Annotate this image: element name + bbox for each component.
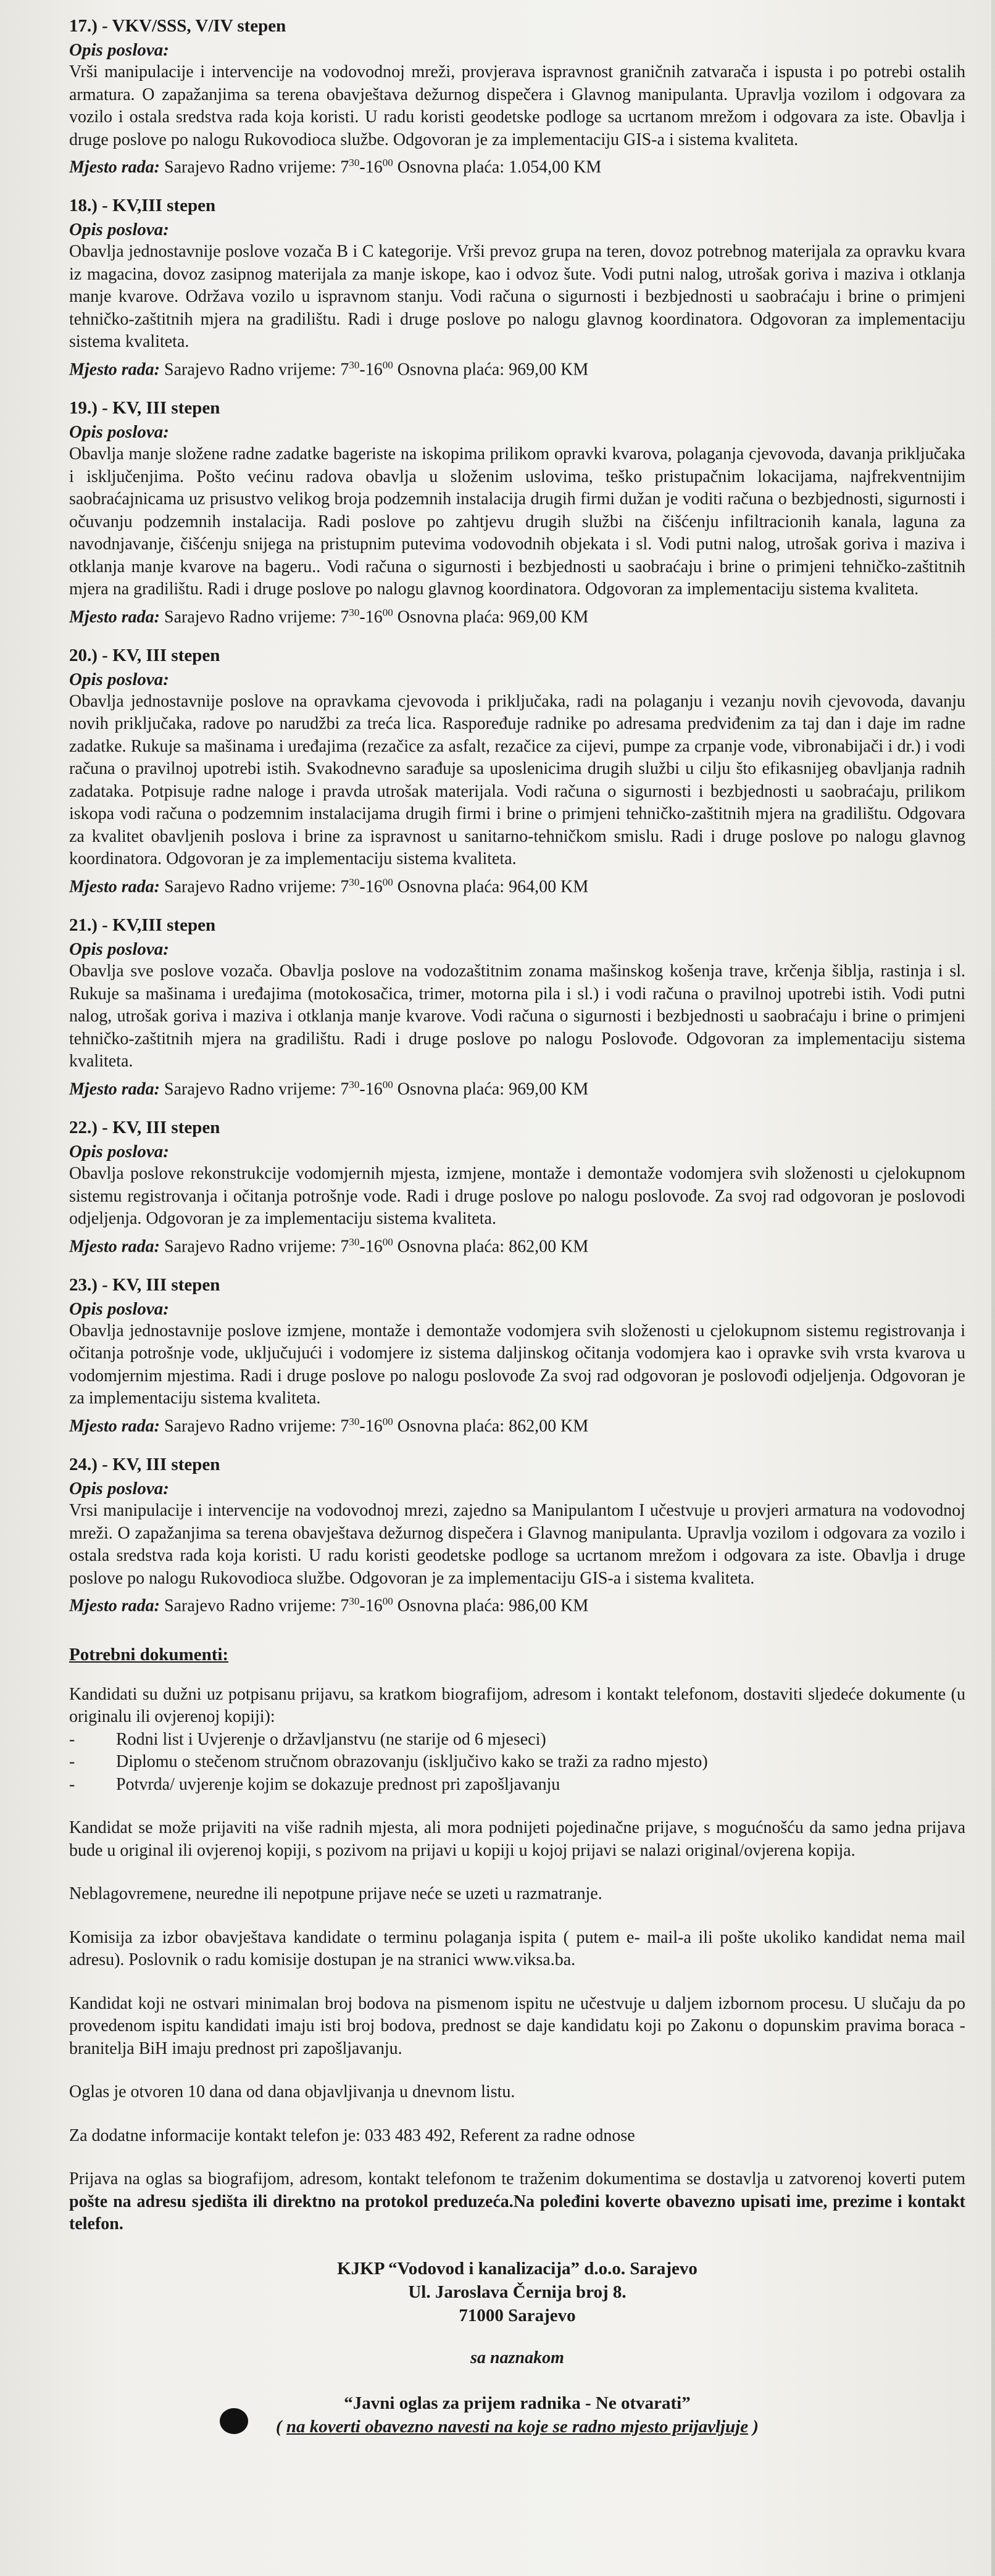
hours-end: -16 <box>359 1596 383 1616</box>
salary-label: Osnovna plaća: <box>397 607 505 626</box>
position-meta <box>69 1231 965 1258</box>
envelope-title: “Javni oglas za prijem radnika - Ne otvarati” <box>344 2393 691 2413</box>
submission-text: Prijava na oglas sa biografijom, adresom, kontakt telefonom te traženim dokumentima se dostavlja u zatvorenoj koverti putem <box>69 2169 965 2189</box>
document-item: - Rodni list i Uvjerenje o državljanstvu (ne starije od 6 mjeseci) <box>69 1729 965 1751</box>
workplace-label: Mjesto rada: <box>69 1079 160 1099</box>
workplace-label: Mjesto rada: <box>69 1416 160 1436</box>
position-meta <box>69 1410 965 1437</box>
hours-start-minutes: 30 <box>349 606 360 618</box>
position-description: Obavlja manje složene radne zadatke bageriste na iskopima prilikom opravki kvarova, polaganja cjevovoda, davanja priključaka i isključenjima. Pošto većinu radova obavlja u složenim uslovima, teško pristupačnim lokacijama, najfrekventnijim saobraćajnicama uz prisustvo velikog broja podzemnih instalacija drugih firmi dužan je voditi računa o bezbjednosti, sigurnosti i očuvanju podzemnih instalacija. Radi poslove po zahtjevu drugih službi na čišćenju infiltracionih kanala, laguna za navodnjavanje, čišćenju snijega na pristupnim putevima vodovodnih objekata i sl. Vodi putni nalog, utrošak goriva i maziva i otklanja manje kvarove na bageru.. Vodi računa o sigurnosti i bezbjednosti u saobraćaju i brine o primjeni tehničko-zaštitnih mjera na gradilištu. Radi i druge poslove po nalogu glavnog koordinatora. Odgovoran za implementaciju sistema kvaliteta. <box>69 444 965 599</box>
hours-end-minutes: 00 <box>382 876 393 888</box>
postal-city: 71000 Sarajevo <box>459 2305 576 2325</box>
position-meta <box>69 1590 965 1617</box>
position-heading: 20.) - KV, III stepen <box>69 645 220 665</box>
job-position <box>69 1116 965 1258</box>
salary-value: 964,00 KM <box>509 877 589 897</box>
position-heading: 22.) - KV, III stepen <box>69 1118 220 1138</box>
description-label: Opis poslova: <box>69 1479 169 1499</box>
salary-value: 986,00 KM <box>509 1596 589 1616</box>
open-duration-note: Oglas je otvoren 10 dana od dana objavljivanja u dnevnom listu. <box>69 2082 515 2102</box>
position-heading: 18.) - KV,III stepen <box>69 196 216 216</box>
multiple-positions-note: Kandidat se može prijaviti na više radnih mjesta, ali mora podnijeti pojedinačne prijave, s mogućnošću da samo jedna prijava bude u original ili ovjerenoj kopiji, s pozivom na prijavi u kopiji u kojoj prijavi se nalazi original/ovjerena kopija. <box>69 1818 965 1860</box>
hours-end: -16 <box>359 1416 383 1436</box>
submission-note <box>69 2168 965 2236</box>
hours-start: 7 <box>340 1079 349 1099</box>
document-item: - Diplomu o stečenom stručnom obrazovanju (isključivo kako se traži za radno mjesto) <box>69 1751 965 1774</box>
workplace-value: Sarajevo <box>164 877 225 897</box>
positions-list <box>69 15 965 1618</box>
salary-label: Osnovna plaća: <box>397 157 505 177</box>
job-position <box>69 15 965 178</box>
job-position <box>69 644 965 898</box>
position-meta <box>69 354 965 381</box>
hours-end-minutes: 00 <box>382 359 393 371</box>
position-description: Obavlja poslove rekonstrukcije vodomjernih mjesta, izmjene, montaže i demontaže vodomjera svih složenosti u cjelokupnom sistemu registrovanja i očitanja potrošnje vode. Radi i druge poslove po nalogu poslovođe. Za svoj rad odgovoran je poslovodi odjeljenja. Odgovoran je za implementaciju sistema kvaliteta. <box>69 1164 965 1229</box>
workplace-value: Sarajevo <box>164 607 225 626</box>
hours-label: Radno vrijeme: <box>228 877 336 897</box>
company-address <box>69 2257 965 2327</box>
position-heading: 24.) - KV, III stepen <box>69 1455 220 1475</box>
hours-end-minutes: 00 <box>382 1595 393 1608</box>
salary-value: 862,00 KM <box>509 1236 589 1256</box>
salary-label: Osnovna plaća: <box>397 1596 505 1616</box>
hours-start: 7 <box>340 1236 349 1256</box>
street-address: Ul. Jaroslava Černija broj 8. <box>408 2282 627 2302</box>
envelope-instruction <box>69 2415 965 2438</box>
hours-start: 7 <box>340 1416 349 1436</box>
position-description: Obavlja sve poslove vozača. Obavlja poslove na vodozaštitnim zonama mašinskog košenja trave, krčenja šiblja, rastinja i sl. Rukuje sa mašinama i uređajima (motokosačica, trimer, motorna pila i sl.) i vodi računa o pravilnoj upotrebi istih. Vodi putni nalog, utrošak goriva i maziva i otklanja manje kvarove. Vodi računa o sigurnosti i bezbjednosti u saobraćaju i brine o primjeni tehničko-zaštitnih mjera na gradilištu. Radi i druge poslove po nalogu Poslovođe. Odgovoran za implementaciju sistema kvaliteta. <box>69 962 965 1071</box>
document-item: - Potvrda/ uvjerenje kojim se dokazuje prednost pri zapošljavanju <box>69 1774 965 1797</box>
position-heading: 17.) - VKV/SSS, V/IV stepen <box>69 16 286 36</box>
salary-value: 862,00 KM <box>509 1416 589 1436</box>
salary-value: 969,00 KM <box>509 607 589 626</box>
job-position <box>69 397 965 628</box>
hours-end-minutes: 00 <box>382 606 393 618</box>
position-description: Vrši manipulacije i intervencije na vodovodnoj mreži, provjerava ispravnost graničnih zatvarača i ispusta i po potrebi ostalih armatura. O zapažanjima sa terena obavještava dežurnog dispečera i Glavnog manipulanta. Upravlja vozilom i odgovara za vozilo i ostala sredstva rada koja koristi. U radu koristi geodetske podloge sa ucrtanom mrežom i odgovara za iste. Obavlja i druge poslove po nalogu Rukovodioca službe. Odgovoran je za implementaciju GIS-a i sistema kvaliteta. <box>69 62 965 149</box>
workplace-label: Mjesto rada: <box>69 877 160 897</box>
position-meta <box>69 1073 965 1100</box>
minimum-points-note: Kandidat koji ne ostvari minimalan broj bodova na pismenom ispitu ne učestvuje u daljem izbornom procesu. U slučaju da po provedenom ispitu kandidati imaju isti broj bodova, prednost se daje kandidatu koji po Zakonu o dopunskim pravima boraca - branitelja BiH imaju prednost pri zapošljavanju. <box>69 1993 965 2058</box>
job-position <box>69 194 965 381</box>
documents-list <box>69 1729 965 1797</box>
position-heading: 19.) - KV, III stepen <box>69 398 220 418</box>
paren-open: ( <box>275 2416 286 2437</box>
job-position <box>69 1453 965 1617</box>
hours-end-minutes: 00 <box>382 157 393 168</box>
hours-start-minutes: 30 <box>349 1415 360 1427</box>
position-heading: 21.) - KV,III stepen <box>69 915 216 936</box>
hours-label: Radno vrijeme: <box>228 607 336 626</box>
workplace-label: Mjesto rada: <box>69 360 160 380</box>
ink-dot <box>220 2408 248 2434</box>
position-description: Obavlja jednostavnije poslove vozača B i C kategorije. Vrši prevoz grupa na teren, dovoz potrebnog materijala za opravku kvara iz magacina, dovoz zasipnog materijala za manje iskope, kao i odvoz šute. Vodi putni nalog, utrošak goriva i maziva i otklanja manje kvarove. Održava vozilo u ispravnom stanju. Vodi računa o sigurnosti i bezbjednosti u saobraćaju i brine o primjeni tehničko-zaštitnih mjera na gradilištu. Radi i druge poslove po nalogu glavnog koordinatora. Odgovoran za implementaciju sistema kvaliteta. <box>69 242 965 352</box>
hours-start: 7 <box>340 1596 349 1616</box>
position-description: Obavlja jednostavnije poslove izmjene, montaže i demontaže vodomjera svih složenosti u cjelokupnom sistemu registrovanja i očitanja potrošnje vode, uključujući i vodomjere iz sistema daljinskog očitanja vodomjera kao i opravke svih vrsta kvarova u vodomjernim mjestima. Radi i druge poslove po nalogu poslovođe Za svoj rad odgovoran je poslovođi odjeljenja. Odgovoran je za implementaciju sistema kvaliteta. <box>69 1321 965 1408</box>
workplace-label: Mjesto rada: <box>69 1236 160 1256</box>
salary-value: 969,00 KM <box>509 1079 589 1099</box>
company-name: KJKP “Vodovod i kanalizacija” d.o.o. Sarajevo <box>337 2258 697 2279</box>
position-description: Vrsi manipulacije i intervencije na vodovodnoj mrezi, zajedno sa Manipulantom I učestvuje u provjeri armatura na vodovodnoj mreži. O zapažanjima sa terena obavještava dežurnog dispečera i Glavnog manipulanta. Upravlja vozilom i odgovara za vozilo i ostala sredstva rada koja koristi. U radu koristi geodetske podloge sa ucrtanom mrežom i odgovara za iste. Obavlja i druge poslove po nalogu Rukovodioca službe. Odgovoran je za implementaciju GIS-a i sistema kvaliteta. <box>69 1501 965 1588</box>
workplace-value: Sarajevo <box>164 1416 225 1436</box>
naznakom-label: sa naznakom <box>470 2348 564 2367</box>
workplace-label: Mjesto rada: <box>69 607 160 626</box>
paren-close: ) <box>748 2416 759 2437</box>
description-label: Opis poslova: <box>69 422 169 442</box>
workplace-label: Mjesto rada: <box>69 1596 160 1616</box>
envelope-label <box>69 2391 965 2438</box>
hours-start-minutes: 30 <box>349 1078 360 1091</box>
hours-label: Radno vrijeme: <box>228 360 336 380</box>
hours-start-minutes: 30 <box>349 876 360 888</box>
workplace-value: Sarajevo <box>164 1596 225 1616</box>
hours-end: -16 <box>359 607 383 626</box>
hours-label: Radno vrijeme: <box>228 1236 336 1256</box>
salary-label: Osnovna plaća: <box>397 1079 505 1099</box>
description-label: Opis poslova: <box>69 1298 169 1319</box>
page-edge <box>991 0 995 2576</box>
submission-address-text: pošte na adresu sjedišta ili direktno na protokol preduzeća. <box>69 2192 514 2211</box>
submission-envelope-text: Na poleđini koverte obavezno upisati ime, prezime i kontakt telefon. <box>69 2192 965 2234</box>
workplace-value: Sarajevo <box>164 1079 225 1099</box>
salary-label: Osnovna plaća: <box>397 1236 505 1256</box>
salary-label: Osnovna plaća: <box>397 1416 505 1436</box>
required-documents-section <box>69 1645 965 2236</box>
hours-end-minutes: 00 <box>382 1078 393 1091</box>
salary-label: Osnovna plaća: <box>397 877 505 897</box>
position-meta <box>69 151 965 178</box>
workplace-value: Sarajevo <box>164 360 225 380</box>
position-heading: 23.) - KV, III stepen <box>69 1274 220 1295</box>
description-label: Opis poslova: <box>69 40 169 60</box>
hours-start: 7 <box>340 607 349 626</box>
job-position <box>69 1274 965 1437</box>
position-meta <box>69 871 965 898</box>
hours-label: Radno vrijeme: <box>228 1596 336 1616</box>
untimely-note: Neblagovremene, neuredne ili nepotpune prijave neće se uzeti u razmatranje. <box>69 1884 602 1904</box>
envelope-instruction-text: na koverti obavezno navesti na koje se radno mjesto prijavljuje <box>286 2416 749 2437</box>
documents-intro: Kandidati su dužni uz potpisanu prijavu, sa kratkom biografijom, adresom i kontakt telefonom, dostaviti sljedeće dokumente (u originalu ili ovjerenoj kopiji): <box>69 1684 965 1727</box>
hours-start-minutes: 30 <box>349 1236 360 1248</box>
commission-note: Komisija za izbor obavještava kandidate o terminu polaganja ispita ( putem e- mail-a ili pošte ukoliko kandidat nema mail adresu). Poslovnik o radu komisije dostupan je na stranici www.viksa.ba. <box>69 1927 965 1970</box>
hours-end-minutes: 00 <box>382 1236 393 1248</box>
hours-end: -16 <box>359 360 383 380</box>
workplace-value: Sarajevo <box>164 157 225 177</box>
hours-label: Radno vrijeme: <box>228 1416 336 1436</box>
description-label: Opis poslova: <box>69 220 169 240</box>
contact-note: Za dodatne informacije kontakt telefon je: 033 483 492, Referent za radne odnose <box>69 2125 635 2145</box>
description-label: Opis poslova: <box>69 1142 169 1162</box>
hours-start: 7 <box>340 360 349 380</box>
documents-title: Potrebni dokumenti: <box>69 1644 229 1664</box>
hours-label: Radno vrijeme: <box>228 1079 336 1099</box>
salary-value: 1.054,00 KM <box>509 157 602 177</box>
hours-start: 7 <box>340 877 349 897</box>
hours-end-minutes: 00 <box>382 1415 393 1427</box>
salary-value: 969,00 KM <box>509 360 589 380</box>
hours-end: -16 <box>359 157 383 177</box>
hours-end: -16 <box>359 1079 383 1099</box>
hours-start: 7 <box>340 157 349 177</box>
hours-end: -16 <box>359 877 383 897</box>
hours-start-minutes: 30 <box>349 1595 360 1608</box>
job-position <box>69 914 965 1100</box>
position-description: Obavlja jednostavnije poslove na opravkama cjevovoda i priključaka, radi na polaganju i vezanju novih cjevovoda, davanju novih priključaka, radove po narudžbi za treća lica. Raspoređuje radnike po adresama predviđenim za taj dan i daje im radne zadatke. Rukuje sa mašinama i uređajima (rezačice za asfalt, rezačice za cijevi, pumpe za crpanje vode, vibronabijači i dr.) i vodi računa o pravilnoj upotrebi istih. Svakodnevno sarađuje sa uposlenicima drugih službi u cilju što efikasnijeg obavljanja radnih zadataka. Potpisuje radne naloge i pravda utrošak materijala. Vodi računa o sigurnosti i bezbjednosti u saobraćaju, prilikom iskopa vodi računa o podzemnim instalacijama drugih firmi i brine o primjeni tehničko-zaštitnih mjera na gradilištu. Odgovara za kvalitet obavljenih poslova i brine za ispravnost u sanitarno-tehničkom smislu. Radi i druge poslove po nalogu glavnog koordinatora. Odgovoran je za implementaciju sistema kvaliteta. <box>69 691 965 869</box>
workplace-value: Sarajevo <box>164 1236 225 1256</box>
hours-label: Radno vrijeme: <box>228 157 336 177</box>
hours-start-minutes: 30 <box>349 359 360 371</box>
hours-end: -16 <box>359 1236 383 1256</box>
hours-start-minutes: 30 <box>349 157 360 168</box>
description-label: Opis poslova: <box>69 939 169 960</box>
description-label: Opis poslova: <box>69 669 169 689</box>
workplace-label: Mjesto rada: <box>69 157 160 177</box>
position-meta <box>69 601 965 628</box>
salary-label: Osnovna plaća: <box>397 360 505 380</box>
